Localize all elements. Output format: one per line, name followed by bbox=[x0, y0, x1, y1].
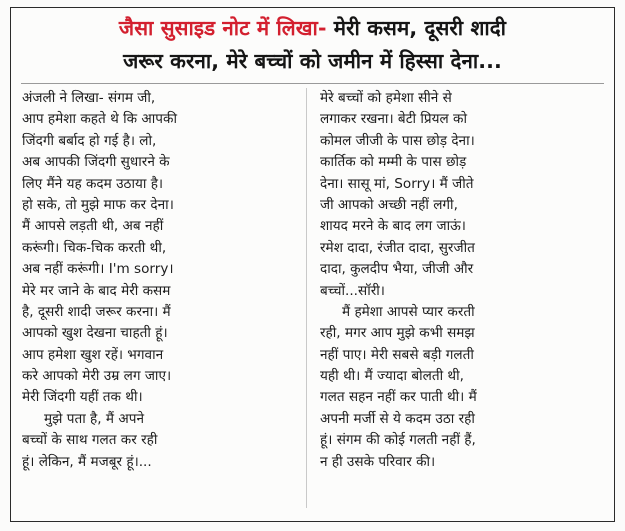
right-line: जी आपको अच्छी नहीं लगी, bbox=[320, 196, 458, 213]
right-line: कोमल जीजी के पास छोड़ देना। bbox=[320, 132, 475, 149]
headline-divider bbox=[21, 83, 604, 84]
left-line: मेरे मर जाने के बाद मेरी कसम bbox=[22, 282, 171, 299]
right-line: देना। सासू मां, Sorry। मैं जीते bbox=[320, 175, 474, 192]
right-line: दादा, कुलदीप भैया, जीजी और bbox=[320, 261, 474, 278]
headline-red-part: जैसा सुसाइड नोट में लिखा- bbox=[118, 16, 327, 40]
headline-black-part-1: मेरी कसम, दूसरी शादी bbox=[326, 16, 507, 40]
column-divider bbox=[306, 88, 307, 508]
right-line: गलत सहन नहीं कर पाती थी। मैं bbox=[320, 389, 477, 406]
right-line: अपनी मर्जी से ये कदम उठा रही bbox=[320, 410, 475, 427]
left-line: अंजली ने लिखा- संगम जी, bbox=[22, 90, 156, 106]
headline-line-2: जरूर करना, मेरे बच्चों को जमीन में हिस्सा देना... bbox=[123, 49, 502, 73]
right-line: मेरे बच्चों को हमेशा सीने से bbox=[320, 90, 452, 106]
left-line: मुझे पता है, मैं अपने bbox=[44, 410, 145, 427]
left-column bbox=[22, 88, 298, 473]
left-line: लिए मैंने यह कदम उठाया है। bbox=[22, 175, 164, 192]
left-line: मैं आपसे लड़ती थी, अब नहीं bbox=[22, 218, 164, 235]
left-line: अब आपकी जिंदगी सुधारने के bbox=[22, 154, 170, 171]
left-line: हो सके, तो मुझे माफ कर देना। bbox=[22, 196, 174, 213]
right-line: हूं। संगम की कोई गलती नहीं हैं, bbox=[320, 432, 476, 449]
right-line: न ही उसके परिवार की। bbox=[320, 453, 436, 470]
right-line: यही थी। मैं ज्यादा बोलती थी, bbox=[320, 368, 464, 385]
left-line: बच्चों के साथ गलत कर रही bbox=[22, 432, 158, 449]
right-line: बच्चों...सॉरी। bbox=[320, 282, 385, 299]
left-line: आपको खुश देखना चाहती हूं। bbox=[22, 325, 168, 342]
left-line: अब नहीं करूंगी। I'm sorry। bbox=[22, 261, 174, 278]
left-line: है, दूसरी शादी जरूर करना। मैं bbox=[22, 303, 171, 320]
right-line: नहीं पाए। मेरी सबसे बड़ी गलती bbox=[320, 346, 474, 363]
left-line: आप हमेशा खुश रहें। भगवान bbox=[22, 346, 164, 363]
left-line: जिंदगी बर्बाद हो गई है। लो, bbox=[22, 132, 157, 149]
right-line: कार्तिक को मम्मी के पास छोड़ bbox=[320, 154, 467, 171]
right-line: रही, मगर आप मुझे कभी समझ bbox=[320, 325, 475, 342]
right-line: लगाकर रखना। बेटी प्रियल को bbox=[320, 111, 468, 128]
right-line: रमेश दादा, रंजीत दादा, सुरजीत bbox=[320, 239, 475, 256]
headline-line-1 bbox=[11, 12, 614, 45]
right-line: शायद मरने के बाद लग जाऊं। bbox=[320, 218, 466, 235]
headline bbox=[11, 12, 614, 78]
right-column bbox=[320, 88, 604, 473]
left-line: हूं। लेकिन, मैं मजबूर हूं।... bbox=[22, 453, 152, 470]
left-line: मेरी जिंदगी यहीं तक थी। bbox=[22, 389, 143, 406]
left-line: करूंगी। चिक-चिक करती थी, bbox=[22, 239, 167, 256]
left-line: करे आपको मेरी उम्र लग जाए। bbox=[22, 368, 172, 385]
right-line: मैं हमेशा आपसे प्यार करती bbox=[342, 303, 475, 320]
left-line: आप हमेशा कहते थे कि आपकी bbox=[22, 111, 177, 128]
